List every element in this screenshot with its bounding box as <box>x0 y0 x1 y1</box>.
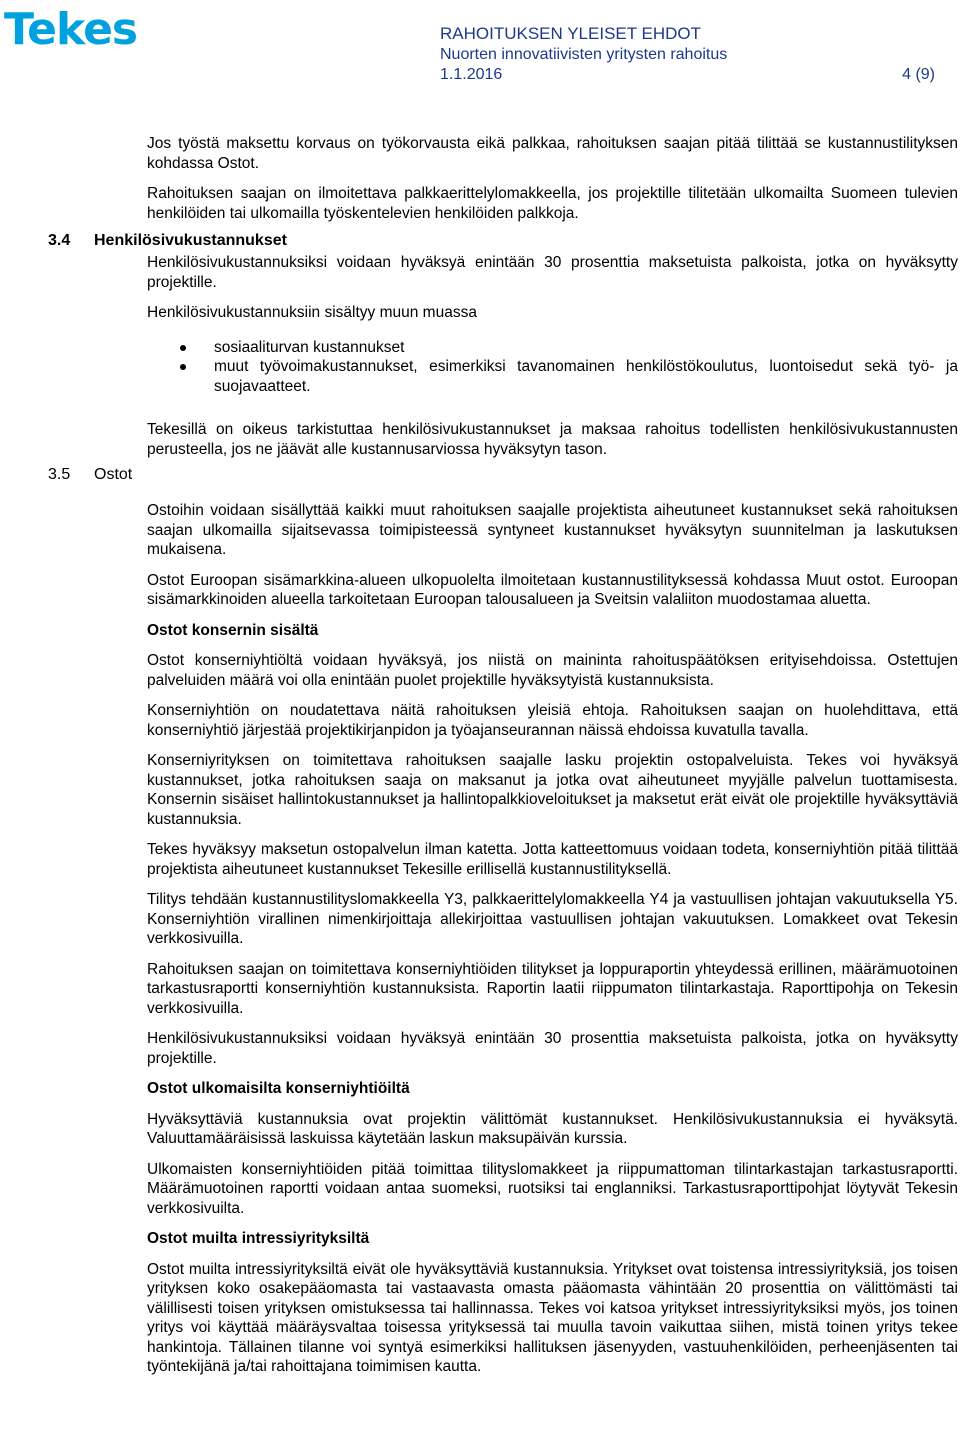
paragraph: Tilitys tehdään kustannustilityslomakkeella Y3, palkkaerittelylomakkeella Y4 ja vastuullisen johtajan vakuutuksella Y5. Konserniyhtiön virallinen nimenkirjoittaja allekirjoittaa vastuullisen johtajan vakuutuksen. Lomakkeet ovat Tekesin verkkosivuilla. <box>147 891 958 947</box>
list-item <box>147 357 958 396</box>
list-item-text: sosiaaliturvan kustannukset <box>214 338 405 356</box>
bullet-icon <box>180 345 186 351</box>
list-item-text: muut työvoimakustannukset, esimerkiksi tavanomainen henkilöstökoulutus, luontoisedut sekä työ- ja suojavaatteet. <box>214 358 958 395</box>
paragraph: Konserniyhtiön on noudatettava näitä rahoituksen yleisiä ehtoja. Rahoituksen saajan on huolehdittava, että konserniyhtiö järjestää projektikirjanpidon ja työajanseurannan näissä ehdoissa kuvatulla tavalla. <box>147 702 958 739</box>
paragraph: Ostot Euroopan sisämarkkina-alueen ulkopuolelta ilmoitetaan kustannustilityksessä kohdassa Muut ostot. Euroopan sisämarkkinoiden alueella tarkoitetaan Euroopan talousalueen ja Sveitsin valaliiton muodostamaa aluetta. <box>147 571 958 608</box>
paragraph: Hyväksyttäviä kustannuksia ovat projektin välittömät kustannukset. Henkilösivukustannuksia ei hyväksytä. Valuuttamääräisissä laskuissa käytetään laskun maksupäivän kurssia. <box>147 1110 958 1147</box>
subheading: Ostot konsernin sisältä <box>147 621 319 639</box>
paragraph: Jos työstä maksettu korvaus on työkorvausta eikä palkkaa, rahoituksen saajan pitää tilittää se kustannustilityksen kohdassa Ostot. <box>147 135 958 172</box>
paragraph: Konserniyrityksen on toimitettava rahoituksen saajalle lasku projektin ostopalveluista. Tekes voi hyväksyä kustannukset, jotka rahoituksen saaja on maksanut ja jotka ovat aiheutuneet myyjälle palvelun tuottamisesta. Konsernin sisäiset hallintokustannukset ja hallintopalkkioveloitukset ja maksetut erät eivät ole projektille hyväksyttäviä kustannuksia. <box>147 752 958 828</box>
bullet-icon <box>180 364 186 370</box>
section-title: Henkilösivukustannukset <box>94 232 287 249</box>
paragraph: Rahoituksen saajan on toimitettava konserniyhtiöiden tilitykset ja loppuraportin yhteydessä erillinen, määrämuotoinen tarkastusraportti konserniyhtiön kustannuksista. Raportin laatii riippumaton tilintarkastaja. Raporttipohja on Tekesin verkkosivuilla. <box>147 960 958 1017</box>
section-number: 3.4 <box>48 232 71 249</box>
paragraph: Tekesillä on oikeus tarkistuttaa henkilösivukustannukset ja maksaa rahoitus todellisten henkilösivukustannusten perusteella, jos ne jäävät alle kustannusarviossa hyväksytyn tason. <box>147 421 958 458</box>
paragraph: Tekes hyväksyy maksetun ostopalvelun ilman katetta. Jotta katteettomuus voidaan todeta, konserniyhtiön pitää tilittää projektista aiheutuneet kustannukset Tekesille erillisellä kustannustilityksellä. <box>147 841 958 878</box>
document-date: 1.1.2016 <box>440 66 503 83</box>
page-number: 4 (9) <box>902 66 935 83</box>
paragraph: Ostot muilta intressiyrityksiltä eivät ole hyväksyttäviä kustannuksia. Yritykset ovat toistensa intressiyrityksiä, jos toisen yrityksen koko osakepääomasta tai vastaavasta omasta pääomasta vähintään 20 prosenttia on välittömästi tai välillisesti toisen yrityksen omistuksessa tai hallinnassa. Tekes voi katsoa yritykset intressiyrityksiksi myös, jos toinen yritys voi käyttää määräysvaltaa toisessa yrityksessä tai muulla tavoin vaikuttaa siihen, mistä toinen yritys tekee hankintoja. Tällainen tilanne voi syntyä esimerkiksi hallituksen jäsenyyden, vastuuhenkilöiden, perheenjäsenten tai työntekijänä ja/tai rahoittajana toimimisen kautta. <box>147 1260 958 1375</box>
paragraph: Rahoituksen saajan on ilmoitettava palkkaerittelylomakkeella, jos projektille tilitetään ulkomailta Suomeen tulevien henkilöiden tai ulkomailla työskentelevien henkilöiden palkkoja. <box>147 185 958 222</box>
document-title: RAHOITUKSEN YLEISET EHDOT <box>440 24 702 43</box>
document-body <box>147 134 958 1388</box>
bullet-list <box>147 338 958 397</box>
section-number: 3.5 <box>48 466 71 483</box>
paragraph: Ostot konserniyhtiöltä voidaan hyväksyä, jos niistä on maininta rahoituspäätöksen erityisehdoissa. Ostettujen palveluiden määrä voi olla enintään puolet projektille hyväksytyistä kustannuksista. <box>147 652 958 689</box>
section-title: Ostot <box>94 466 133 483</box>
paragraph: Henkilösivukustannuksiksi voidaan hyväksyä enintään 30 prosenttia maksetuista palkoista, jotka on hyväksytty projektille. <box>147 1030 958 1067</box>
paragraph: Henkilösivukustannuksiin sisältyy muun muassa <box>147 304 477 321</box>
document-subtitle: Nuorten innovatiivisten yritysten rahoitus <box>440 45 728 63</box>
paragraph: Ulkomaisten konserniyhtiöiden pitää toimittaa tilityslomakkeet ja riippumattoman tilintarkastajan tarkastusraportti. Määrämuotoinen raportti voidaan antaa suomeksi, ruotsiksi tai englanniksi. Tarkastusraporttipohjat löytyvät Tekesin verkkosivuilta. <box>147 1160 958 1217</box>
section-heading-3-5 <box>48 466 132 484</box>
paragraph: Ostoihin voidaan sisällyttää kaikki muut rahoituksen saajalle projektista aiheutuneet kustannukset sekä rahoituksen saajan ulkomailla sijaitsevassa toimipisteessä syntyneet kustannukset hyväksytyn suunnitelman ja laskutuksen mukaisena. <box>147 502 958 558</box>
subheading: Ostot muilta intressiyrityksiltä <box>147 1230 370 1247</box>
subheading: Ostot ulkomaisilta konserniyhtiöiltä <box>147 1080 410 1097</box>
tekes-logo: Tekes <box>4 4 138 55</box>
document-header <box>440 24 935 86</box>
paragraph: Henkilösivukustannuksiksi voidaan hyväksyä enintään 30 prosenttia maksetuista palkoista, jotka on hyväksytty projektille. <box>147 254 958 291</box>
list-item <box>147 338 958 358</box>
